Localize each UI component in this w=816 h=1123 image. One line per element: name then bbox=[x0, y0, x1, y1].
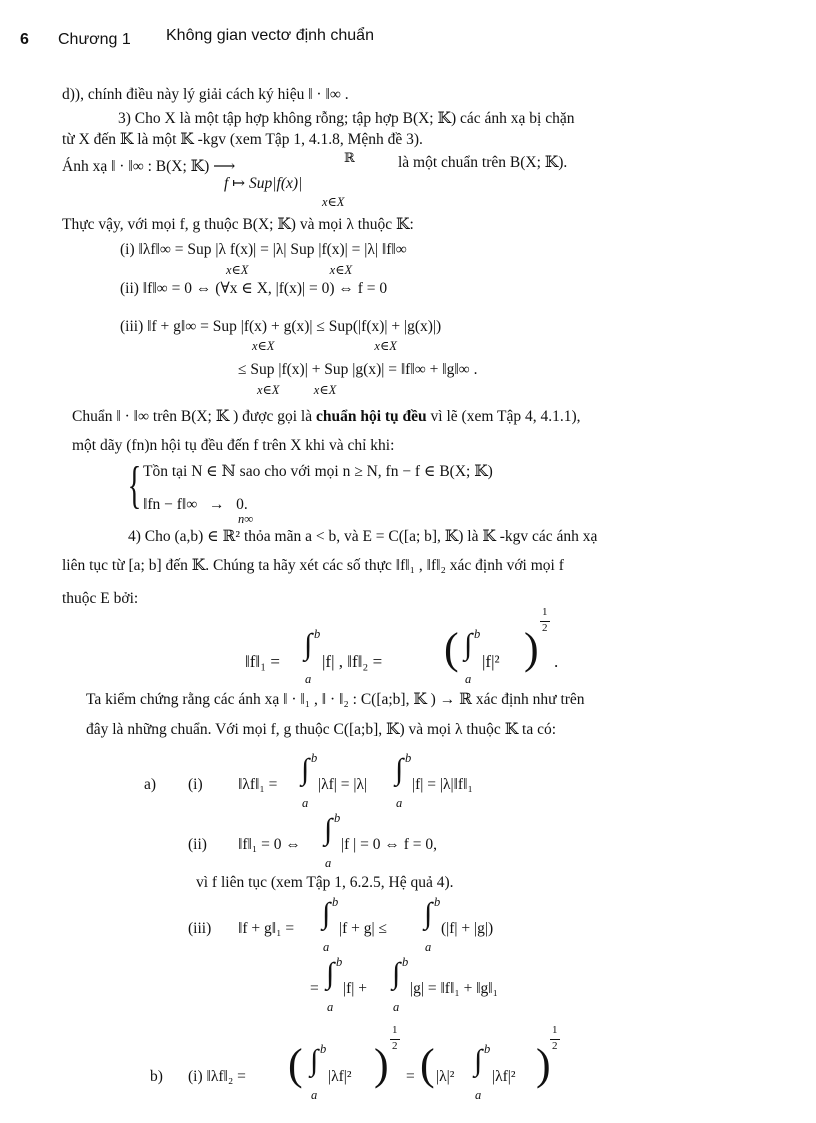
integral-sign: ∫ bbox=[304, 628, 313, 661]
integral-upper: b bbox=[484, 1042, 491, 1056]
math-line: |λf|² bbox=[328, 1068, 352, 1085]
integral-upper: b bbox=[434, 895, 441, 909]
integral-sign: ∫ bbox=[326, 957, 335, 990]
text-line bbox=[72, 407, 581, 426]
math-line: ‖fn − f‖∞ → 0. bbox=[143, 496, 248, 513]
integral-upper: b bbox=[332, 895, 339, 909]
left-paren: ( bbox=[444, 624, 459, 673]
text-line: là một chuẩn trên B(X; 𝕂). bbox=[398, 154, 568, 171]
math-line: ‖f + g‖₁ = bbox=[238, 920, 295, 937]
integral-upper: b bbox=[336, 955, 343, 969]
exponent-numerator: 1 bbox=[552, 1024, 558, 1036]
integral-sign: ∫ bbox=[392, 957, 401, 990]
math-line: ‖f‖₁ = bbox=[245, 652, 280, 671]
integral-lower: a bbox=[475, 1088, 482, 1102]
integral-upper: b bbox=[474, 627, 481, 641]
integral-upper: b bbox=[334, 811, 341, 825]
text-span: Chuẩn ‖ · ‖∞ trên B(X; 𝕂 ) được gọi là bbox=[72, 408, 313, 425]
math-subscript: x∈X bbox=[322, 195, 345, 209]
integral-lower: a bbox=[396, 796, 403, 810]
math-line: = bbox=[406, 1068, 415, 1085]
integral-upper: b bbox=[402, 955, 409, 969]
text-line: thuộc E bởi: bbox=[62, 590, 139, 607]
math-line: Tồn tại N ∈ ℕ sao cho với mọi n ≥ N, fn − f ∈ B(X; 𝕂) bbox=[143, 463, 493, 480]
math-line: |f + g| ≤ bbox=[339, 920, 387, 937]
text-line: liên tục từ [a; b] đến 𝕂. Chúng ta hãy xét các số thực ‖f‖₁ , ‖f‖₂ xác định với mọi f bbox=[62, 557, 564, 574]
text-line: 3) Cho X là một tập hợp không rỗng; tập hợp B(X; 𝕂) các ánh xạ bị chặn bbox=[118, 110, 575, 127]
math-line: |f | = 0 ⇔ f = 0, bbox=[341, 836, 438, 853]
left-brace: { bbox=[127, 457, 142, 514]
integral-upper: b bbox=[405, 751, 412, 765]
page-number: 6 bbox=[20, 31, 29, 48]
math-line: ‖f‖₁ = 0 ⇔ bbox=[238, 836, 301, 853]
math-line: (|f| + |g|) bbox=[441, 920, 494, 937]
chapter-title: Không gian vectơ định chuẩn bbox=[166, 27, 374, 44]
math-line: = bbox=[310, 980, 319, 997]
math-line: |λf|² bbox=[492, 1068, 516, 1085]
text-line: Ta kiểm chứng rằng các ánh xạ ‖ · ‖₁ , ‖ · ‖₂ : C([a;b], 𝕂 ) → ℝ xác định như trên bbox=[86, 691, 585, 708]
text-line: d)), chính điều này lý giải cách ký hiệu ‖ · ‖∞ . bbox=[62, 86, 349, 103]
integral-sign: ∫ bbox=[424, 897, 433, 930]
integral-sign: ∫ bbox=[322, 897, 331, 930]
integral-lower: a bbox=[325, 856, 332, 870]
left-paren: ( bbox=[420, 1040, 435, 1089]
text-line: Thực vậy, với mọi f, g thuộc B(X; 𝕂) và mọi λ thuộc 𝕂: bbox=[62, 216, 414, 233]
term-emphasis: chuẩn hội tụ đều bbox=[315, 408, 427, 425]
text-line: đây là những chuẩn. Với mọi f, g thuộc C([a;b], 𝕂) và mọi λ thuộc 𝕂 ta có: bbox=[86, 721, 557, 738]
integral-lower: a bbox=[311, 1088, 318, 1102]
text-span: vì lẽ (xem Tập 4, 4.1.1), bbox=[430, 408, 581, 425]
math-line: |f|² bbox=[482, 652, 500, 671]
text-line: từ X đến 𝕂 là một 𝕂 -kgv (xem Tập 1, 4.1.8, Mệnh đề 3). bbox=[62, 131, 423, 148]
integral-sign: ∫ bbox=[474, 1044, 483, 1077]
math-line: . bbox=[554, 652, 559, 671]
chapter-label: Chương 1 bbox=[58, 31, 131, 48]
math-subscript: x∈X x∈X bbox=[226, 263, 353, 277]
item-label: (iii) bbox=[188, 920, 212, 937]
right-paren: ) bbox=[374, 1040, 389, 1089]
integral-sign: ∫ bbox=[395, 753, 404, 786]
exponent-numerator: 1 bbox=[542, 606, 548, 618]
math-line: (ii) ‖f‖∞ = 0 ⇔ (∀x ∈ X, |f(x)| = 0) ⇔ f = 0 bbox=[120, 280, 388, 297]
integral-lower: a bbox=[302, 796, 309, 810]
text-line: 4) Cho (a,b) ∈ ℝ² thỏa mãn a < b, và E = C([a; b], 𝕂) là 𝕂 -kgv các ánh xạ bbox=[128, 528, 598, 545]
integral-upper: b bbox=[320, 1042, 327, 1056]
exponent-denominator: 2 bbox=[542, 622, 548, 634]
item-label: b) bbox=[150, 1068, 163, 1085]
text-line: vì f liên tục (xem Tập 1, 6.2.5, Hệ quả 4). bbox=[196, 874, 454, 891]
math-subscript: x∈X x∈X bbox=[252, 339, 397, 353]
integral-lower: a bbox=[305, 672, 312, 686]
math-line: ≤ Sup |f(x)| + Sup |g(x)| = ‖f‖∞ + ‖g‖∞ . bbox=[238, 361, 478, 378]
math-subscript: n∞ bbox=[238, 512, 254, 526]
text-line: Ánh xạ ‖ · ‖∞ : B(X; 𝕂) ⟶ bbox=[62, 158, 236, 175]
item-label: (i) bbox=[188, 776, 203, 793]
math-symbol: ℝ bbox=[344, 150, 355, 165]
math-line: f ↦ Sup|f(x)| bbox=[224, 175, 303, 192]
integral-lower: a bbox=[393, 1000, 400, 1014]
math-subscript: x∈X x∈X bbox=[257, 383, 337, 397]
integral-sign: ∫ bbox=[301, 753, 310, 786]
item-label: a) bbox=[144, 776, 157, 793]
exponent-numerator: 1 bbox=[392, 1024, 398, 1036]
text-line: một dãy (fn)n hội tụ đều đến f trên X khi và chỉ khi: bbox=[72, 437, 395, 454]
math-line: |g| = ‖f‖₁ + ‖g‖₁ bbox=[410, 980, 499, 997]
integral-upper: b bbox=[314, 627, 321, 641]
math-line: |λ|² bbox=[436, 1068, 455, 1085]
integral-lower: a bbox=[323, 940, 330, 954]
integral-lower: a bbox=[327, 1000, 334, 1014]
left-paren: ( bbox=[288, 1040, 303, 1089]
integral-sign: ∫ bbox=[464, 628, 473, 661]
exponent-denominator: 2 bbox=[552, 1040, 558, 1052]
right-paren: ) bbox=[536, 1040, 551, 1089]
integral-sign: ∫ bbox=[310, 1044, 319, 1077]
math-line: |f| + bbox=[343, 980, 367, 997]
math-line: |λf| = |λ| bbox=[318, 776, 368, 793]
item-label: (ii) bbox=[188, 836, 207, 853]
math-line: |f| , ‖f‖₂ = bbox=[322, 652, 383, 671]
math-line: |f| = |λ|‖f‖₁ bbox=[412, 776, 473, 793]
integral-sign: ∫ bbox=[324, 813, 333, 846]
math-line: (iii) ‖f + g‖∞ = Sup |f(x) + g(x)| ≤ Sup(|f(x)| + |g(x)|) bbox=[120, 318, 442, 335]
math-line: (i) ‖λf‖₂ = bbox=[188, 1068, 246, 1085]
math-line: ‖λf‖₁ = bbox=[238, 776, 278, 793]
integral-lower: a bbox=[425, 940, 432, 954]
integral-lower: a bbox=[465, 672, 472, 686]
integral-upper: b bbox=[311, 751, 318, 765]
right-paren: ) bbox=[524, 624, 539, 673]
exponent-denominator: 2 bbox=[392, 1040, 398, 1052]
math-line: (i) ‖λf‖∞ = Sup |λ f(x)| = |λ| Sup |f(x)| = |λ| ‖f‖∞ bbox=[120, 241, 407, 258]
